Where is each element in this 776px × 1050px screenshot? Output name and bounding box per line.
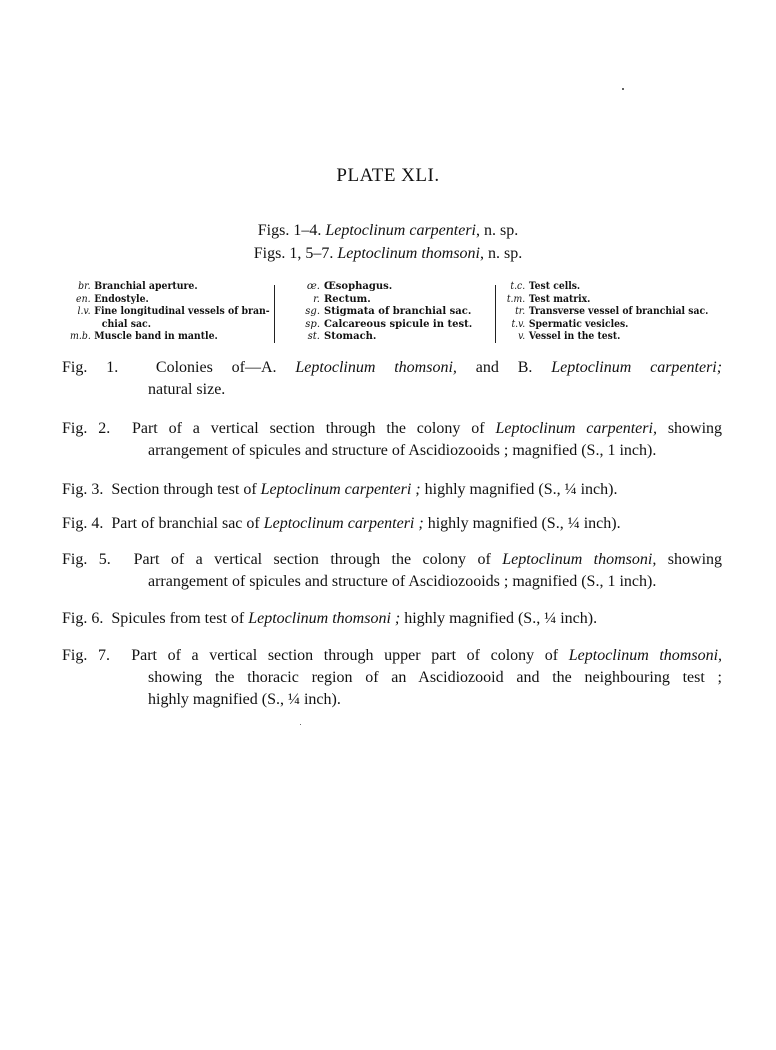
key-text: Fine longitudinal vessels of bran- <box>94 306 270 317</box>
caption-text: showing <box>667 551 723 568</box>
caption-line: arrangement of spicules and structure of Ascidiozooids ; magnified (S., 1 inch). <box>148 573 657 590</box>
key-divider <box>274 285 275 343</box>
figure-caption-7 <box>62 645 722 711</box>
caption-text: Part of a vertical section through the colony of <box>133 551 491 568</box>
key-text: Test cells. <box>528 281 581 292</box>
key-entry <box>70 281 270 294</box>
key-entry <box>70 306 270 319</box>
figure-label: Fig. 3. <box>62 481 104 498</box>
key-abbr: œ. <box>306 281 320 292</box>
species-name: Leptoclinum thomsoni, <box>502 551 657 568</box>
species-name: Leptoclinum thomsoni, <box>295 359 457 376</box>
key-abbr: sg. <box>305 306 320 317</box>
key-abbr: v. <box>518 331 526 342</box>
species-name: Leptoclinum carpenteri ; <box>263 515 424 532</box>
caption-line <box>62 357 722 379</box>
figure-caption-3 <box>62 479 722 501</box>
key-text: Vessel in the test. <box>528 331 621 342</box>
caption-text: and B. <box>475 359 533 376</box>
figure-caption-6 <box>62 608 722 630</box>
key-text: Calcareous spicule in test. <box>324 318 473 330</box>
key-abbr: br. <box>78 281 91 292</box>
key-text: Muscle band in mantle. <box>94 331 218 342</box>
caption-text: Colonies of—A. <box>155 359 277 376</box>
key-abbr: sp. <box>305 318 320 330</box>
key-abbr: t.v. <box>511 318 526 330</box>
caption-text: highly magnified (S., ¼ inch). <box>404 610 598 627</box>
caption-text: Part of branchial sac of <box>111 515 260 532</box>
key-text: chial sac. <box>101 318 151 330</box>
key-text: Rectum. <box>324 293 371 305</box>
figure-label: Fig. 7. <box>62 647 110 664</box>
species-name: Leptoclinum carpenteri; <box>551 359 723 376</box>
figs-range: Figs. 1–4. <box>257 222 326 239</box>
plate-title: PLATE XLI. <box>336 165 440 186</box>
key-entry <box>300 294 472 307</box>
key-abbr: t.c. <box>510 281 526 292</box>
figs-header-line-2 <box>0 245 776 263</box>
caption-line <box>62 608 722 630</box>
key-abbr: tr. <box>515 306 526 317</box>
key-entry-continued <box>70 319 270 332</box>
caption-line <box>62 645 722 667</box>
speck <box>300 724 301 725</box>
figure-label: Fig. 4. <box>62 515 104 532</box>
key-entry <box>300 319 472 332</box>
key-entry <box>300 306 472 319</box>
figure-caption-5 <box>62 549 722 593</box>
caption-text: highly magnified (S., ¼ inch). <box>427 515 621 532</box>
species-name: Leptoclinum carpenteri, <box>495 420 657 437</box>
caption-line <box>62 418 722 440</box>
key-abbr: st. <box>307 331 320 342</box>
caption-line <box>62 549 722 571</box>
caption-line: highly magnified (S., ¼ inch). <box>148 691 341 708</box>
key-entry <box>503 294 708 307</box>
caption-text: Section through test of <box>111 481 257 498</box>
key-entry <box>503 319 708 332</box>
key-abbr: t.m. <box>506 293 526 305</box>
key-abbr: en. <box>76 293 91 305</box>
key-column-3 <box>503 281 708 344</box>
speck <box>622 88 624 90</box>
species-note: , n. sp. <box>475 222 519 239</box>
caption-line <box>62 479 722 501</box>
figure-caption-4 <box>62 513 722 535</box>
figure-label: Fig. 2. <box>62 420 111 437</box>
key-abbr: l.v. <box>77 306 91 317</box>
key-text: Stomach. <box>324 331 377 342</box>
species-name: Leptoclinum thomsoni <box>337 245 480 262</box>
key-text: Endostyle. <box>94 293 149 305</box>
key-text: Test matrix. <box>528 293 591 305</box>
key-text: Stigmata of branchial sac. <box>324 306 472 317</box>
key-text: Transverse vessel of branchial sac. <box>528 306 709 317</box>
key-entry <box>503 331 708 344</box>
key-divider <box>495 285 496 343</box>
key-abbr: m.b. <box>70 331 91 342</box>
key-entry <box>70 331 270 344</box>
species-name: Leptoclinum thomsoni ; <box>248 610 401 627</box>
key-text: Branchial aperture. <box>94 281 198 292</box>
species-name: Leptoclinum carpenteri ; <box>260 481 421 498</box>
key-column-1 <box>70 281 270 344</box>
key-column-2 <box>300 281 472 344</box>
figure-caption-1 <box>62 357 722 401</box>
key-text: Spermatic vesicles. <box>528 318 629 330</box>
figure-caption-2 <box>62 418 722 462</box>
figure-label: Fig. 1. <box>62 359 119 376</box>
figure-label: Fig. 6. <box>62 610 104 627</box>
key-entry <box>503 281 708 294</box>
key-entry <box>503 306 708 319</box>
figs-header-line-1 <box>0 222 776 240</box>
caption-line: arrangement of spicules and structure of Ascidiozooids ; magnified (S., 1 inch). <box>148 442 657 459</box>
figure-label: Fig. 5. <box>62 551 111 568</box>
species-name: Leptoclinum carpenteri <box>325 222 476 239</box>
key-entry <box>300 281 472 294</box>
species-name: Leptoclinum thomsoni, <box>568 647 723 664</box>
caption-line: showing the thoracic region of an Ascidiozooid and the neighbouring test ; <box>148 669 722 686</box>
caption-text: Spicules from test of <box>111 610 245 627</box>
key-abbr: r. <box>313 293 320 305</box>
caption-text: Part of a vertical section through upper part of colony of <box>131 647 559 664</box>
key-text: Œsophagus. <box>324 281 393 292</box>
species-note: , n. sp. <box>480 245 523 262</box>
figs-range: Figs. 1, 5–7. <box>253 245 338 262</box>
caption-line <box>62 513 722 535</box>
caption-text: Part of a vertical section through the colony of <box>131 420 485 437</box>
key-entry <box>300 331 472 344</box>
caption-line: natural size. <box>148 381 226 398</box>
caption-text: highly magnified (S., ¼ inch). <box>424 481 618 498</box>
caption-text: showing <box>667 420 723 437</box>
key-entry <box>70 294 270 307</box>
